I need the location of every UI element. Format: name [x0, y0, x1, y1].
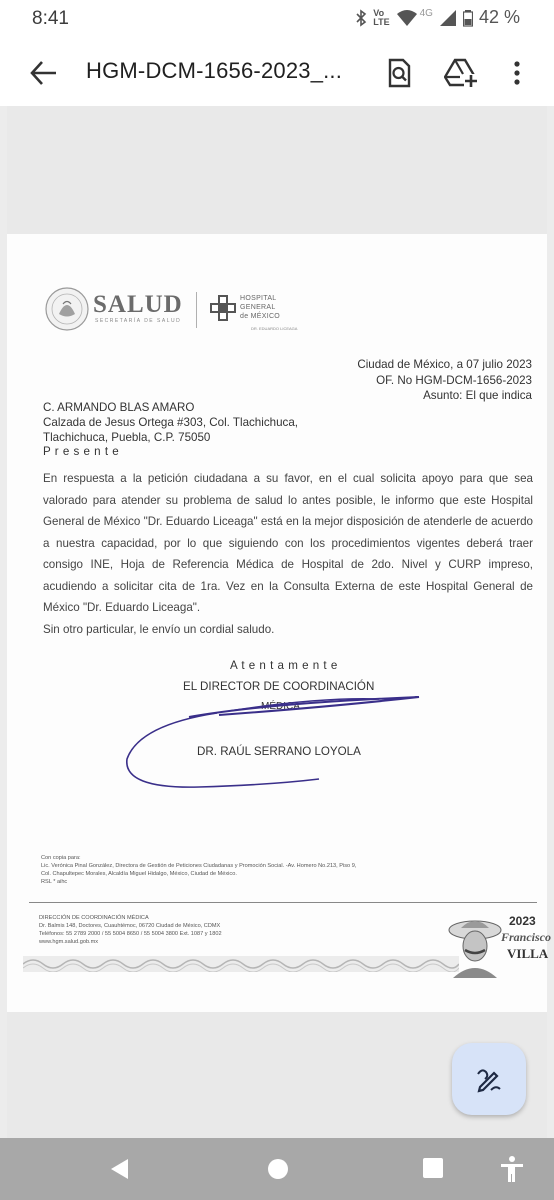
recipient-address-1: Calzada de Jesus Ortega #303, Col. Tlachichuca, — [43, 416, 298, 429]
system-nav-bar — [0, 1138, 554, 1200]
badge-name-2: VILLA — [507, 946, 549, 961]
edit-pen-icon — [476, 1065, 502, 1093]
viewer-left-edge — [0, 106, 7, 1138]
back-triangle-icon[interactable] — [108, 1157, 132, 1181]
status-icons — [355, 7, 520, 28]
volte-icon — [373, 9, 389, 27]
network-type-label: 4G — [419, 8, 433, 19]
logo-divider — [196, 292, 197, 328]
document-title: HGM-DCM-1656-2023_... — [86, 58, 343, 83]
copy-line-1: Lic. Verónica Pinal González, Directora de Gestión de Peticiones Ciudadanas y Promoción Social. -Av. Homero No.213, Piso 9, — [41, 863, 357, 869]
battery-percent: 42 % — [478, 7, 520, 27]
copy-line-3: RSL * aihc — [41, 879, 68, 885]
francisco-villa-badge — [447, 910, 552, 980]
footer-line-1: DIRECCIÓN DE COORDINACIÓN MÉDICA — [39, 915, 149, 921]
footer-line-2: Dr. Balmis 148, Doctores, Cuauhtémoc, 06720 Ciudad de México, CDMX — [39, 923, 221, 929]
back-arrow-icon[interactable] — [28, 58, 60, 88]
body-paragraph-2: Sin otro particular, le envío un cordial saludo. — [43, 622, 275, 636]
more-vert-icon[interactable] — [500, 56, 534, 90]
bluetooth-icon — [355, 9, 367, 27]
status-bar — [0, 0, 554, 38]
volte-bottom-label: LTE — [373, 16, 390, 27]
drive-add-icon[interactable] — [444, 56, 478, 90]
body-paragraph-1: En respuesta a la petición ciudadana a su favor, en el cual solicita apoyo para que sea valorado para atender su problema de salud lo antes posible, le informo que este Hospital General de México "Dr. Eduardo Liceaga" está en la mejor disposición de atenderle de acuerdo a nuestra capacidad, por lo que siguiendo con los procedimientos vigentes deberá traer consigo INE, Hoja de Referencia Médica de Hospital de 2do. Nivel y CURP impreso, acudiendo a solicitar cita de 1ra. Vez en la Consulta Externa de este Hospital General de México "Dr. Eduardo Liceaga". — [43, 472, 533, 614]
letter-body — [43, 468, 533, 640]
footer-divider — [29, 902, 537, 903]
volte-top-label: Vo — [373, 7, 385, 18]
recipient-address-2: Tlachichuca, Puebla, C.P. 75050 — [43, 431, 211, 444]
hospital-name — [240, 294, 280, 321]
villa-portrait-icon — [447, 914, 505, 978]
signal-icon — [439, 9, 457, 27]
footer-contact — [39, 914, 222, 946]
battery-icon — [463, 9, 473, 27]
reference-line: OF. No HGM-DCM-1656-2023 — [376, 374, 532, 387]
date-line: Ciudad de México, a 07 julio 2023 — [357, 358, 532, 371]
signer-name: DR. RAÚL SERRANO LOYOLA — [197, 745, 361, 758]
subject-line: Asunto: El que indica — [423, 389, 532, 402]
find-in-page-icon[interactable] — [382, 56, 416, 90]
recents-square-icon[interactable] — [422, 1157, 444, 1179]
decorative-pattern-strip — [23, 956, 459, 972]
presente-label: P r e s e n t e — [43, 445, 120, 458]
copy-label: Con copia para: — [41, 855, 81, 861]
recipient-name: C. ARMANDO BLAS AMARO — [43, 401, 195, 414]
signer-title-line2: MÉDICA — [261, 701, 300, 712]
status-time: 8:41 — [32, 8, 69, 29]
footer-line-4: www.hgm.salud.gob.mx — [39, 939, 99, 945]
hospital-name-line3: de MÉXICO — [240, 313, 281, 320]
badge-name-1: Francisco — [501, 930, 552, 944]
home-circle-icon[interactable] — [266, 1157, 290, 1181]
hospital-subtitle: DR. EDUARDO LICEAGA — [251, 326, 298, 331]
hospital-cross-logo — [209, 294, 237, 322]
copy-recipients — [41, 854, 511, 886]
wifi-icon — [396, 9, 418, 27]
app-bar — [0, 38, 554, 106]
previous-page-bottom — [7, 106, 547, 234]
closing-text: A t e n t a m e n t e — [230, 659, 338, 672]
signer-title-line1: EL DIRECTOR DE COORDINACIÓN — [183, 680, 375, 693]
document-page[interactable] — [7, 234, 552, 1012]
accessibility-icon[interactable] — [499, 1155, 525, 1183]
copy-line-2: Col. Chapultepec Morales, Alcaldía Miguel Hidalgo, México, Ciudad de México. — [41, 871, 237, 877]
hospital-name-line2: GENERAL — [240, 304, 276, 311]
salud-subtitle: SECRETARÍA DE SALUD — [95, 318, 182, 324]
annotate-fab-button[interactable] — [452, 1043, 526, 1115]
handwritten-signature — [119, 689, 429, 799]
viewer-right-edge — [547, 106, 554, 1138]
badge-year: 2023 — [509, 914, 536, 928]
hospital-name-line1: HOSPITAL — [240, 295, 277, 302]
footer-line-3: Teléfonos: 55 2789 2000 / 55 5004 8650 / 55 5004 3800 Ext. 1087 y 1802 — [39, 931, 222, 937]
mexico-seal-logo — [44, 286, 90, 332]
salud-logo-text: SALUD — [93, 291, 183, 318]
